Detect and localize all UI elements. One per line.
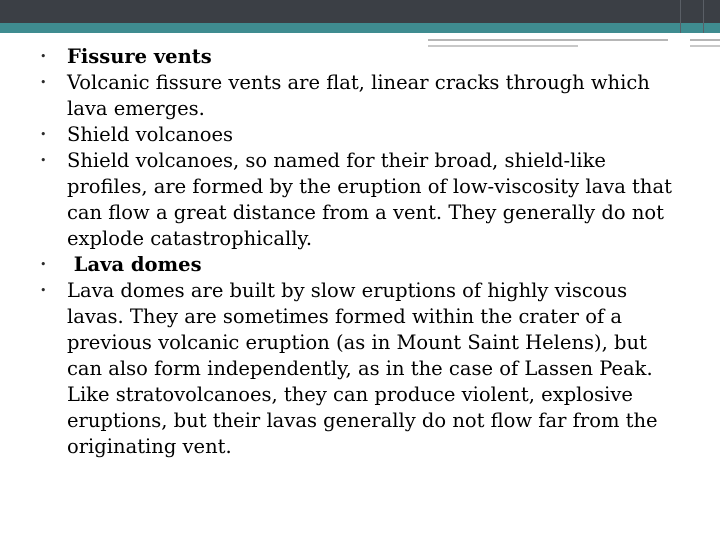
bullet-icon: • xyxy=(40,128,47,141)
bullet-icon: • xyxy=(40,154,47,167)
bullet-text: Shield volcanoes xyxy=(67,123,233,146)
header-teal-bar xyxy=(0,23,720,33)
bullet-icon: • xyxy=(40,284,47,297)
bullet-text: Shield volcanoes, so named for their broad, shield-like profiles, are formed by the eruption of low-viscosity lava that can flow a great distance from a vent. They generally do not explode catastrophically. xyxy=(67,149,672,250)
header-frame-line xyxy=(680,0,681,33)
bullet-text: Volcanic fissure vents are flat, linear cracks through which lava emerges. xyxy=(67,71,650,120)
bullet-icon: • xyxy=(40,76,47,89)
header-frame-line xyxy=(703,0,704,33)
bullet-item xyxy=(40,122,682,148)
bullet-icon: • xyxy=(40,50,47,63)
decorative-rule xyxy=(690,39,720,47)
bullet-text: Lava domes are built by slow eruptions of highly viscous lavas. They are sometimes formed within the crater of a previous volcanic eruption (as in Mount Saint Helens), but can also form independently, as in the case of Lassen Peak. Like stratovolcanoes, they can produce violent, explosive eruptions, but their lavas generally do not flow far from the originating vent. xyxy=(67,279,658,458)
decorative-rule xyxy=(428,39,668,41)
bullet-item xyxy=(40,278,682,460)
bullet-item xyxy=(40,70,682,122)
bullet-text: Fissure vents xyxy=(67,45,212,68)
slide-body-bullets xyxy=(40,44,682,460)
bullet-text: Lava domes xyxy=(67,253,202,276)
bullet-item xyxy=(40,148,682,252)
bullet-icon: • xyxy=(40,258,47,271)
bullet-item xyxy=(40,44,682,70)
bullet-item xyxy=(40,252,682,278)
header-dark-band xyxy=(0,0,720,23)
